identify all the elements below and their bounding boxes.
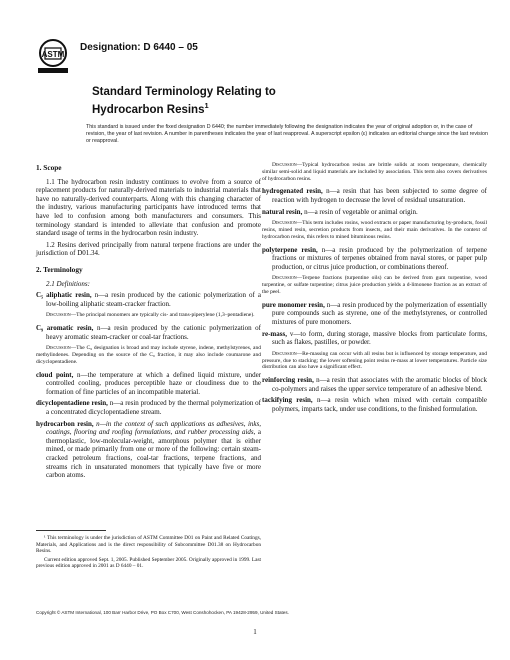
term-polyterpene xyxy=(262,246,487,272)
standard-notice: This standard is issued under the fixed designation D 6440; the number immediately following the designation indicates the year of original adoption or, in the case of revision, the year of last revision. A number in parentheses indicates the year of last reapproval. A superscript epsilon (ε) indicates an editorial change since the last revision or reapproval. xyxy=(86,124,488,144)
discussion-natural xyxy=(262,220,487,240)
footnotes xyxy=(36,535,261,572)
term-c5 xyxy=(36,291,261,308)
term-pure-monomer xyxy=(262,301,487,327)
scope-p1: 1.1 The hydrocarbon resin industry continues to evolve from a source of replacement products for naturally-derived materials to industrial materials that have no naturally-derived counterparts. Along with this changing character of the industry, various manufacturing participants have introduced terms that have led to confusion among both manufacturers and consumers. This terminology standard is intended to alleviate that confusion and promote standard usage of terms in the hydrocarbon resin industry. xyxy=(36,177,261,238)
term-cloud-def: n—the temperature at which a defined liquid mixture, under controlled cooling, produces perceptible haze or cloudiness due to the formation of fine particles of an incompatible material. xyxy=(46,370,262,396)
astm-logo xyxy=(36,38,70,76)
term-hc-name: hydrocarbon resin, xyxy=(36,419,94,428)
term-remass-name: re-mass, xyxy=(262,329,287,338)
term-c9-name: C₉ aromatic resin, xyxy=(36,324,94,333)
discussion-text: —This term includes rosins, wood extracts or paper manufacturing by-products, fossil resins, mined resin, secretion products from insects, and their main derivatives. In the context of hydrocarbon resins, this refers to mined bituminous resins. xyxy=(262,220,487,240)
discussion-hydrocarbon xyxy=(262,162,487,182)
term-pure-name: pure monomer resin, xyxy=(262,300,325,309)
term-tack-name: tackifying resin, xyxy=(262,396,313,405)
term-remass xyxy=(262,330,487,347)
term-hydrocarbon-resin xyxy=(36,420,261,480)
discussion-text: —Typical hydrocarbon resins are brittle solids at room temperature, chemically similar semi-solid and liquid materials are included by association. This term also covers derivatives of hydrocarbon resins. xyxy=(262,162,487,182)
term-c9 xyxy=(36,324,261,341)
definitions-label: 2.1 Definitions: xyxy=(46,279,90,288)
discussion-label: Discussion xyxy=(46,345,71,352)
term-c9-def: n—a resin produced by the cationic polymerization of heavy aromatic steam-cracker or coal-tar fractions. xyxy=(46,324,262,341)
left-column xyxy=(36,162,261,483)
term-tack-def: n—a resin which when mixed with certain compatible polymers, imparts tack, under use conditions, to the finished formulation. xyxy=(272,396,487,413)
discussion-label: Discussion xyxy=(46,312,71,319)
footnote-divider xyxy=(36,530,106,531)
term-reinf-name: reinforcing resin, xyxy=(262,376,314,385)
term-dcpd xyxy=(36,399,261,416)
scope-heading: 1. Scope xyxy=(36,163,62,172)
discussion-label: Discussion xyxy=(272,220,297,227)
term-hydro-def: n—a resin that has been subjected to some degree of reaction with hydrogen to decrease the level of residual unsaturation. xyxy=(272,187,487,204)
discussion-text: —The principal monomers are typically cis- and trans-piperylene (1,3–pentadiene). xyxy=(70,312,255,319)
term-cloud-name: cloud point, xyxy=(36,370,74,379)
term-reinforcing xyxy=(262,376,487,393)
right-column xyxy=(262,162,487,416)
term-cloud-point xyxy=(36,371,261,397)
title-line-2: Hydrocarbon Resins xyxy=(92,103,205,116)
document-title xyxy=(92,86,422,117)
term-poly-name: polyterpene resin, xyxy=(262,245,318,254)
term-poly-def: n—a resin produced by the polymerization of terpene fractions or mixtures of terpenes obtained from naval stores, or paper pulp production, or citrus juice production, or combinations thereof. xyxy=(272,245,487,271)
discussion-label: Discussion xyxy=(272,162,297,168)
discussion-text: —Terpene fractions (turpentine oils) can be derived from gum turpentine, wood turpentine, or sulfate turpentine; citrus juice production yields a d-limonene fraction as an extract of the peel. xyxy=(262,275,487,295)
footnote-2: Current edition approved Sept. 1, 2005. Published September 2005. Originally approved in 1999. Last previous edition approved in 2001 as D 6440 – 01. xyxy=(36,556,261,570)
term-remass-def: v—to form, during storage, massive blocks from particulate forms, such as flakes, pastilles, or powder. xyxy=(272,329,487,347)
title-footnote-ref: 1 xyxy=(204,101,209,110)
term-c5-def: n—a resin produced by the cationic polymerization of a low-boiling aliphatic steam-cracker fraction. xyxy=(46,291,262,308)
term-hydrogenated xyxy=(262,187,487,204)
discussion-remass xyxy=(262,351,487,371)
term-c5-name: C₅ aliphatic resin, xyxy=(36,291,92,300)
page-number: 1 xyxy=(253,628,257,636)
term-dcpd-def: n—a resin produced by the thermal polymerization of a concentrated dicyclopentadiene stream. xyxy=(46,399,261,417)
discussion-c9 xyxy=(36,345,261,365)
discussion-label: Discussion xyxy=(272,350,297,357)
term-dcpd-name: dicyclopentadiene resin, xyxy=(36,399,108,408)
term-hc-def-italic: n—in the context of such applications as adhesives, inks, coatings, flooring and roofing formulations, and rubber processing aids, xyxy=(46,419,262,437)
copyright-line: Copyright © ASTM International, 100 Barr Harbor Drive, PO Box C700, West Conshohocken, PA 19428-2959, United States. xyxy=(36,610,289,615)
discussion-label: Discussion xyxy=(272,275,297,282)
svg-text:ASTM: ASTM xyxy=(41,50,65,59)
term-tackifying xyxy=(262,396,487,413)
term-pure-def: n—a resin produced by the polymerization of essentially pure compounds such as styrene, one of the methylstyrenes, or controlled mixtures of pure monomers. xyxy=(272,300,487,326)
discussion-c5 xyxy=(36,312,261,319)
term-natural-name: natural resin, xyxy=(262,207,303,216)
term-natural xyxy=(262,208,487,217)
discussion-text: —The C₉ designation is broad and may include styrene, indene, methylstyrenes, and methylindenes. Depending on the source of the C₉ fraction, it may also include coumarone and dicyclopentadiene. xyxy=(36,345,261,365)
scope-p2: 1.2 Resins derived principally from natural terpene fractions are under the jurisdiction of D01.34. xyxy=(36,240,261,258)
term-hydro-name: hydrogenated resin, xyxy=(262,187,323,196)
title-line-1: Standard Terminology Relating to xyxy=(92,86,276,98)
footnote-1: ¹ This terminology is under the jurisdiction of ASTM Committee D01 on Paint and Related Coatings, Materials, and Applications and is the direct responsibility of Subcommittee D01.38 on Hydrocarbon Resins. xyxy=(36,535,261,555)
term-natural-def: n—a resin of vegetable or animal origin. xyxy=(304,207,418,216)
designation: Designation: D 6440 – 05 xyxy=(80,42,198,53)
term-reinf-def: n—a resin that associates with the aromatic blocks of block co-polymers and raises the upper service temperature of an adhesive blend. xyxy=(272,376,488,393)
terminology-heading: 2. Terminology xyxy=(36,264,83,274)
discussion-polyterpene xyxy=(262,275,487,295)
term-hc-def-cont: a thermoplastic, low-molecular-weight, amorphous polymer that is either mined, or made primarily from one or more of the following: certain steam-cracked petroleum fractions, coal-tar fractions, terpene fractions, and streams rich in unsaturated monomers that typically have five or more carbon atoms. xyxy=(46,428,262,480)
discussion-text: —Re-massing can occur with all resins but is influenced by storage temperature, and pressure, due to stacking; the lower softening point resins re-mass at lower temperatures. Particle size distribution can also have a significant effect. xyxy=(262,350,487,371)
